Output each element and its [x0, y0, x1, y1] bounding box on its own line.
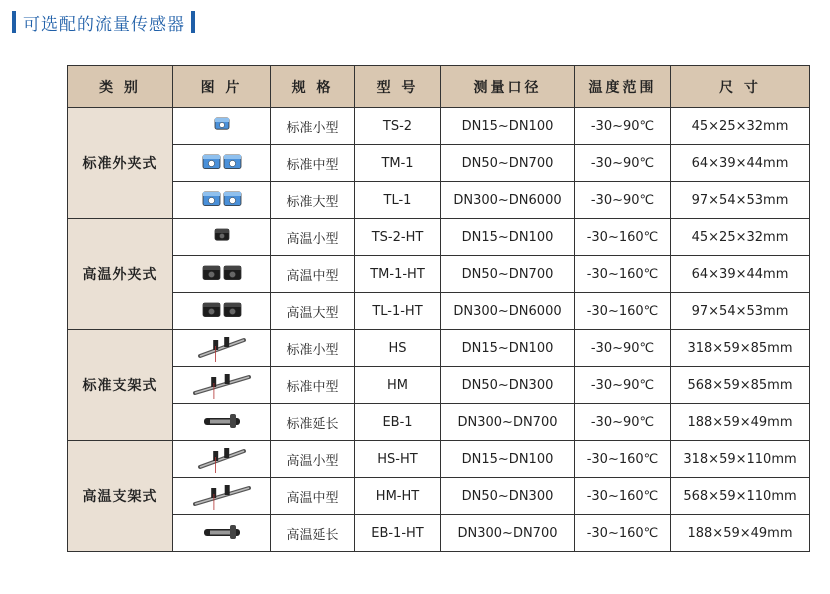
spec-cell: 标准大型: [271, 182, 355, 219]
picture-cell: [173, 182, 271, 219]
category-cell: 标准支架式: [68, 330, 173, 441]
small-black-clamp-sensor-icon: [173, 221, 270, 253]
page-title: 可选配的流量传感器: [23, 14, 185, 35]
spec-cell: 标准中型: [271, 145, 355, 182]
spec-cell: 高温小型: [271, 441, 355, 478]
model-cell: TS-2-HT: [355, 219, 441, 256]
column-header: 图 片: [173, 66, 271, 108]
range-cell: DN300~DN6000: [441, 293, 575, 330]
range-cell: DN50~DN700: [441, 145, 575, 182]
picture-cell: [173, 256, 271, 293]
spec-cell: 标准中型: [271, 367, 355, 404]
range-cell: DN50~DN300: [441, 367, 575, 404]
title-accent-bar-right: [191, 11, 195, 33]
picture-cell: [173, 145, 271, 182]
range-cell: DN300~DN700: [441, 404, 575, 441]
column-header: 尺 寸: [671, 66, 810, 108]
medium-blue-clamp-sensor-icon: [173, 147, 270, 179]
model-cell: TM-1: [355, 145, 441, 182]
range-cell: DN300~DN6000: [441, 182, 575, 219]
temperature-cell: -30~160℃: [575, 219, 671, 256]
table-row: [68, 219, 810, 256]
model-cell: TL-1-HT: [355, 293, 441, 330]
spec-cell: 高温中型: [271, 478, 355, 515]
temperature-cell: -30~90℃: [575, 182, 671, 219]
spec-cell: 高温中型: [271, 256, 355, 293]
model-cell: HS: [355, 330, 441, 367]
medium-ht-rail-bracket-sensor-icon: [173, 480, 270, 512]
range-cell: DN300~DN700: [441, 515, 575, 552]
temperature-cell: -30~90℃: [575, 367, 671, 404]
temperature-cell: -30~160℃: [575, 441, 671, 478]
table-row: [68, 293, 810, 330]
size-cell: 568×59×85mm: [671, 367, 810, 404]
size-cell: 568×59×110mm: [671, 478, 810, 515]
spec-cell: 高温小型: [271, 219, 355, 256]
model-cell: EB-1-HT: [355, 515, 441, 552]
picture-cell: [173, 478, 271, 515]
table-row: [68, 182, 810, 219]
model-cell: TL-1: [355, 182, 441, 219]
spec-cell: 标准延长: [271, 404, 355, 441]
column-header: 规 格: [271, 66, 355, 108]
temperature-cell: -30~90℃: [575, 108, 671, 145]
picture-cell: [173, 515, 271, 552]
picture-cell: [173, 404, 271, 441]
picture-cell: [173, 293, 271, 330]
table-header-row: [68, 66, 810, 108]
large-black-clamp-sensor-icon: [173, 295, 270, 327]
temperature-cell: -30~90℃: [575, 404, 671, 441]
table-row: [68, 478, 810, 515]
model-cell: HS-HT: [355, 441, 441, 478]
small-blue-clamp-sensor-icon: [173, 110, 270, 142]
picture-cell: [173, 441, 271, 478]
page-header: [12, 10, 195, 34]
model-cell: TS-2: [355, 108, 441, 145]
picture-cell: [173, 219, 271, 256]
range-cell: DN15~DN100: [441, 219, 575, 256]
ht-extension-bracket-sensor-icon: [173, 517, 270, 549]
category-cell: 标准外夹式: [68, 108, 173, 219]
column-header: 测量口径: [441, 66, 575, 108]
column-header: 温度范围: [575, 66, 671, 108]
table-row: [68, 404, 810, 441]
spec-cell: 标准小型: [271, 108, 355, 145]
model-cell: EB-1: [355, 404, 441, 441]
range-cell: DN15~DN100: [441, 441, 575, 478]
model-cell: TM-1-HT: [355, 256, 441, 293]
table-row: [68, 367, 810, 404]
sensor-table: [67, 65, 810, 552]
range-cell: DN15~DN100: [441, 330, 575, 367]
small-rail-bracket-sensor-icon: [173, 332, 270, 364]
size-cell: 64×39×44mm: [671, 256, 810, 293]
category-cell: 高温支架式: [68, 441, 173, 552]
size-cell: 45×25×32mm: [671, 108, 810, 145]
medium-black-clamp-sensor-icon: [173, 258, 270, 290]
size-cell: 97×54×53mm: [671, 182, 810, 219]
size-cell: 188×59×49mm: [671, 404, 810, 441]
extension-bracket-sensor-icon: [173, 406, 270, 438]
table-row: [68, 330, 810, 367]
size-cell: 318×59×85mm: [671, 330, 810, 367]
temperature-cell: -30~160℃: [575, 515, 671, 552]
table-row: [68, 256, 810, 293]
temperature-cell: -30~90℃: [575, 145, 671, 182]
picture-cell: [173, 108, 271, 145]
spec-cell: 高温延长: [271, 515, 355, 552]
spec-cell: 高温大型: [271, 293, 355, 330]
title-accent-bar-left: [12, 11, 16, 33]
size-cell: 97×54×53mm: [671, 293, 810, 330]
table-row: [68, 145, 810, 182]
range-cell: DN15~DN100: [441, 108, 575, 145]
size-cell: 45×25×32mm: [671, 219, 810, 256]
temperature-cell: -30~160℃: [575, 256, 671, 293]
column-header: 类 别: [68, 66, 173, 108]
table-row: [68, 515, 810, 552]
size-cell: 318×59×110mm: [671, 441, 810, 478]
range-cell: DN50~DN700: [441, 256, 575, 293]
model-cell: HM-HT: [355, 478, 441, 515]
medium-rail-bracket-sensor-icon: [173, 369, 270, 401]
spec-cell: 标准小型: [271, 330, 355, 367]
picture-cell: [173, 367, 271, 404]
large-blue-clamp-sensor-icon: [173, 184, 270, 216]
table-row: [68, 441, 810, 478]
table-row: [68, 108, 810, 145]
temperature-cell: -30~160℃: [575, 478, 671, 515]
picture-cell: [173, 330, 271, 367]
temperature-cell: -30~90℃: [575, 330, 671, 367]
model-cell: HM: [355, 367, 441, 404]
size-cell: 188×59×49mm: [671, 515, 810, 552]
small-ht-rail-bracket-sensor-icon: [173, 443, 270, 475]
temperature-cell: -30~160℃: [575, 293, 671, 330]
category-cell: 高温外夹式: [68, 219, 173, 330]
size-cell: 64×39×44mm: [671, 145, 810, 182]
range-cell: DN50~DN300: [441, 478, 575, 515]
column-header: 型 号: [355, 66, 441, 108]
